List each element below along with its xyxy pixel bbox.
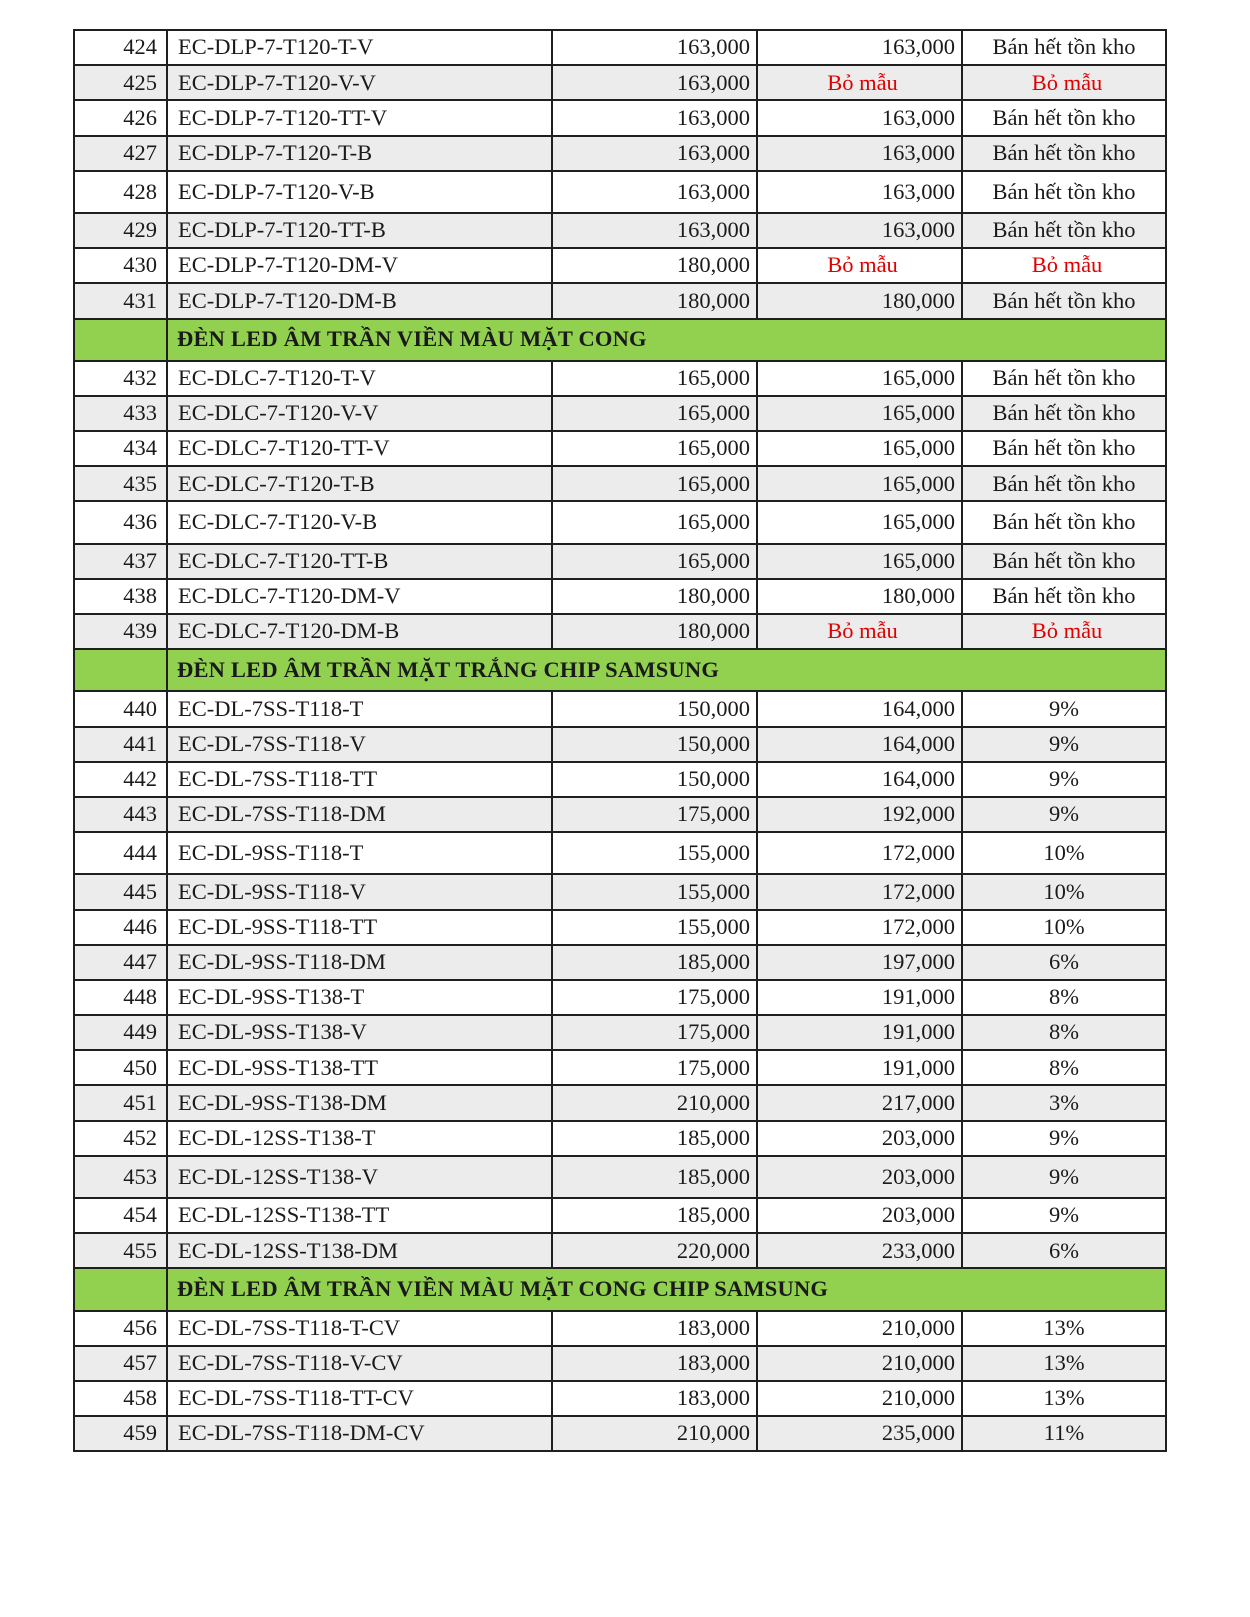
table-row — [74, 1050, 1166, 1085]
note-cell: Bán hết tồn kho — [962, 466, 1166, 501]
price-list-table — [73, 29, 1167, 1452]
product-code-cell: EC-DL-7SS-T118-TT-CV — [167, 1381, 552, 1416]
price-new-cell: 192,000 — [757, 797, 962, 832]
table-row — [74, 614, 1166, 649]
row-number-cell: 426 — [74, 100, 167, 135]
product-code-cell: EC-DL-9SS-T138-T — [167, 980, 552, 1015]
product-code-cell: EC-DL-7SS-T118-T — [167, 691, 552, 726]
row-number-cell: 447 — [74, 945, 167, 980]
price-new-cell: 164,000 — [757, 727, 962, 762]
row-number-cell: 451 — [74, 1085, 167, 1120]
note-cell: 8% — [962, 1015, 1166, 1050]
table-row — [74, 1311, 1166, 1346]
price-new-cell: 203,000 — [757, 1156, 962, 1198]
price-new-cell: 172,000 — [757, 832, 962, 874]
price-old-cell: 165,000 — [552, 431, 757, 466]
row-number-cell: 454 — [74, 1198, 167, 1233]
price-new-cell: 191,000 — [757, 1015, 962, 1050]
section-header-row — [74, 649, 1166, 691]
price-old-cell: 210,000 — [552, 1085, 757, 1120]
section-title: ĐÈN LED ÂM TRẦN VIỀN MÀU MẶT CONG — [167, 319, 1166, 361]
product-code-cell: EC-DL-7SS-T118-V-CV — [167, 1346, 552, 1381]
note-cell: Bán hết tồn kho — [962, 579, 1166, 614]
product-code-cell: EC-DLP-7-T120-DM-V — [167, 248, 552, 283]
table-row — [74, 396, 1166, 431]
price-old-cell: 155,000 — [552, 832, 757, 874]
price-new-cell: 164,000 — [757, 691, 962, 726]
table-row — [74, 248, 1166, 283]
note-cell: 3% — [962, 1085, 1166, 1120]
table-row — [74, 762, 1166, 797]
product-code-cell: EC-DLC-7-T120-V-B — [167, 501, 552, 543]
table-row — [74, 874, 1166, 909]
note-cell: 9% — [962, 762, 1166, 797]
price-old-cell: 183,000 — [552, 1311, 757, 1346]
note-cell: Bán hết tồn kho — [962, 396, 1166, 431]
note-cell: Bán hết tồn kho — [962, 213, 1166, 248]
note-cell: Bán hết tồn kho — [962, 431, 1166, 466]
price-new-cell: 210,000 — [757, 1381, 962, 1416]
product-code-cell: EC-DLC-7-T120-DM-B — [167, 614, 552, 649]
price-old-cell: 180,000 — [552, 248, 757, 283]
note-cell: 13% — [962, 1311, 1166, 1346]
table-row — [74, 361, 1166, 396]
note-cell: Bán hết tồn kho — [962, 171, 1166, 213]
product-code-cell: EC-DL-9SS-T118-TT — [167, 910, 552, 945]
product-code-cell: EC-DL-9SS-T118-V — [167, 874, 552, 909]
price-old-cell: 210,000 — [552, 1416, 757, 1451]
table-row — [74, 544, 1166, 579]
product-code-cell: EC-DLC-7-T120-TT-V — [167, 431, 552, 466]
table-row — [74, 1198, 1166, 1233]
note-cell: 9% — [962, 797, 1166, 832]
price-new-cell: 163,000 — [757, 136, 962, 171]
price-new-cell: 210,000 — [757, 1311, 962, 1346]
row-number-cell: 440 — [74, 691, 167, 726]
price-old-cell: 175,000 — [552, 1015, 757, 1050]
row-number-cell: 435 — [74, 466, 167, 501]
product-code-cell: EC-DL-9SS-T118-DM — [167, 945, 552, 980]
price-old-cell: 180,000 — [552, 614, 757, 649]
row-number-cell: 437 — [74, 544, 167, 579]
row-number-cell: 448 — [74, 980, 167, 1015]
row-number-cell: 453 — [74, 1156, 167, 1198]
row-number-cell: 449 — [74, 1015, 167, 1050]
product-code-cell: EC-DL-7SS-T118-T-CV — [167, 1311, 552, 1346]
price-old-cell: 150,000 — [552, 727, 757, 762]
table-row — [74, 213, 1166, 248]
price-old-cell: 165,000 — [552, 544, 757, 579]
price-new-cell: 164,000 — [757, 762, 962, 797]
product-code-cell: EC-DLC-7-T120-V-V — [167, 396, 552, 431]
price-new-cell: 165,000 — [757, 501, 962, 543]
note-cell: Bán hết tồn kho — [962, 30, 1166, 65]
row-number-cell: 452 — [74, 1121, 167, 1156]
price-old-cell: 163,000 — [552, 171, 757, 213]
price-new-cell: 163,000 — [757, 100, 962, 135]
table-row — [74, 466, 1166, 501]
price-new-cell: Bỏ mẫu — [757, 248, 962, 283]
price-new-cell: 210,000 — [757, 1346, 962, 1381]
table-row — [74, 171, 1166, 213]
row-number-cell: 427 — [74, 136, 167, 171]
price-old-cell: 185,000 — [552, 1156, 757, 1198]
product-code-cell: EC-DLP-7-T120-TT-B — [167, 213, 552, 248]
price-old-cell: 155,000 — [552, 910, 757, 945]
table-row — [74, 945, 1166, 980]
row-number-cell: 450 — [74, 1050, 167, 1085]
price-old-cell: 163,000 — [552, 65, 757, 100]
row-number-cell: 441 — [74, 727, 167, 762]
note-cell: 13% — [962, 1381, 1166, 1416]
note-cell: Bán hết tồn kho — [962, 100, 1166, 135]
price-new-cell: 163,000 — [757, 213, 962, 248]
section-header-spacer — [74, 319, 167, 361]
note-cell: 9% — [962, 727, 1166, 762]
row-number-cell: 438 — [74, 579, 167, 614]
note-cell: Bán hết tồn kho — [962, 136, 1166, 171]
price-new-cell: 180,000 — [757, 283, 962, 318]
section-header-spacer — [74, 1268, 167, 1310]
product-code-cell: EC-DL-9SS-T138-DM — [167, 1085, 552, 1120]
table-row — [74, 727, 1166, 762]
row-number-cell: 446 — [74, 910, 167, 945]
product-code-cell: EC-DL-12SS-T138-DM — [167, 1233, 552, 1268]
note-cell: 9% — [962, 1198, 1166, 1233]
row-number-cell: 456 — [74, 1311, 167, 1346]
price-new-cell: Bỏ mẫu — [757, 65, 962, 100]
price-new-cell: 163,000 — [757, 171, 962, 213]
price-new-cell: 163,000 — [757, 30, 962, 65]
table-row — [74, 100, 1166, 135]
product-code-cell: EC-DL-9SS-T118-T — [167, 832, 552, 874]
row-number-cell: 459 — [74, 1416, 167, 1451]
note-cell: 9% — [962, 1121, 1166, 1156]
price-old-cell: 165,000 — [552, 396, 757, 431]
price-new-cell: 172,000 — [757, 874, 962, 909]
row-number-cell: 458 — [74, 1381, 167, 1416]
price-old-cell: 155,000 — [552, 874, 757, 909]
price-old-cell: 165,000 — [552, 501, 757, 543]
product-code-cell: EC-DLP-7-T120-DM-B — [167, 283, 552, 318]
price-old-cell: 150,000 — [552, 762, 757, 797]
price-old-cell: 163,000 — [552, 213, 757, 248]
row-number-cell: 442 — [74, 762, 167, 797]
row-number-cell: 444 — [74, 832, 167, 874]
price-old-cell: 185,000 — [552, 945, 757, 980]
price-new-cell: 197,000 — [757, 945, 962, 980]
price-new-cell: 233,000 — [757, 1233, 962, 1268]
price-old-cell: 150,000 — [552, 691, 757, 726]
row-number-cell: 428 — [74, 171, 167, 213]
note-cell: 9% — [962, 691, 1166, 726]
note-cell: 10% — [962, 832, 1166, 874]
price-new-cell: 180,000 — [757, 579, 962, 614]
price-new-cell: 217,000 — [757, 1085, 962, 1120]
product-code-cell: EC-DLP-7-T120-V-V — [167, 65, 552, 100]
table-row — [74, 1015, 1166, 1050]
note-cell: 9% — [962, 1156, 1166, 1198]
product-code-cell: EC-DLP-7-T120-T-B — [167, 136, 552, 171]
table-row — [74, 1085, 1166, 1120]
row-number-cell: 439 — [74, 614, 167, 649]
table-row — [74, 65, 1166, 100]
price-new-cell: 191,000 — [757, 980, 962, 1015]
price-old-cell: 163,000 — [552, 136, 757, 171]
price-new-cell: 165,000 — [757, 544, 962, 579]
price-old-cell: 165,000 — [552, 466, 757, 501]
product-code-cell: EC-DL-7SS-T118-DM-CV — [167, 1416, 552, 1451]
price-old-cell: 163,000 — [552, 30, 757, 65]
product-code-cell: EC-DLP-7-T120-TT-V — [167, 100, 552, 135]
table-row — [74, 30, 1166, 65]
table-row — [74, 691, 1166, 726]
product-code-cell: EC-DL-7SS-T118-TT — [167, 762, 552, 797]
product-code-cell: EC-DLP-7-T120-T-V — [167, 30, 552, 65]
product-code-cell: EC-DLC-7-T120-T-B — [167, 466, 552, 501]
table-row — [74, 1346, 1166, 1381]
price-old-cell: 183,000 — [552, 1346, 757, 1381]
price-list-body — [74, 30, 1166, 1451]
row-number-cell: 432 — [74, 361, 167, 396]
table-row — [74, 797, 1166, 832]
price-old-cell: 185,000 — [552, 1121, 757, 1156]
price-new-cell: 203,000 — [757, 1121, 962, 1156]
price-old-cell: 185,000 — [552, 1198, 757, 1233]
section-header-spacer — [74, 649, 167, 691]
note-cell: Bán hết tồn kho — [962, 501, 1166, 543]
table-row — [74, 579, 1166, 614]
table-row — [74, 136, 1166, 171]
note-cell: 11% — [962, 1416, 1166, 1451]
table-row — [74, 431, 1166, 466]
price-new-cell: 165,000 — [757, 396, 962, 431]
price-old-cell: 165,000 — [552, 361, 757, 396]
price-new-cell: 165,000 — [757, 361, 962, 396]
product-code-cell: EC-DL-7SS-T118-V — [167, 727, 552, 762]
price-old-cell: 175,000 — [552, 1050, 757, 1085]
price-new-cell: 172,000 — [757, 910, 962, 945]
price-new-cell: 165,000 — [757, 466, 962, 501]
product-code-cell: EC-DL-12SS-T138-T — [167, 1121, 552, 1156]
note-cell: 13% — [962, 1346, 1166, 1381]
price-old-cell: 163,000 — [552, 100, 757, 135]
product-code-cell: EC-DL-12SS-T138-V — [167, 1156, 552, 1198]
product-code-cell: EC-DLC-7-T120-TT-B — [167, 544, 552, 579]
row-number-cell: 425 — [74, 65, 167, 100]
row-number-cell: 430 — [74, 248, 167, 283]
note-cell: 10% — [962, 910, 1166, 945]
price-new-cell: 165,000 — [757, 431, 962, 466]
row-number-cell: 443 — [74, 797, 167, 832]
table-row — [74, 1416, 1166, 1451]
price-old-cell: 220,000 — [552, 1233, 757, 1268]
price-old-cell: 183,000 — [552, 1381, 757, 1416]
table-row — [74, 1121, 1166, 1156]
row-number-cell: 433 — [74, 396, 167, 431]
note-cell: 8% — [962, 1050, 1166, 1085]
row-number-cell: 436 — [74, 501, 167, 543]
row-number-cell: 445 — [74, 874, 167, 909]
note-cell: Bỏ mẫu — [962, 614, 1166, 649]
note-cell: Bỏ mẫu — [962, 65, 1166, 100]
price-new-cell: Bỏ mẫu — [757, 614, 962, 649]
table-row — [74, 1381, 1166, 1416]
table-row — [74, 910, 1166, 945]
note-cell: 8% — [962, 980, 1166, 1015]
price-new-cell: 191,000 — [757, 1050, 962, 1085]
product-code-cell: EC-DLP-7-T120-V-B — [167, 171, 552, 213]
section-title: ĐÈN LED ÂM TRẦN MẶT TRẮNG CHIP SAMSUNG — [167, 649, 1166, 691]
product-code-cell: EC-DL-7SS-T118-DM — [167, 797, 552, 832]
table-row — [74, 980, 1166, 1015]
table-row — [74, 501, 1166, 543]
price-new-cell: 203,000 — [757, 1198, 962, 1233]
price-old-cell: 180,000 — [552, 579, 757, 614]
product-code-cell: EC-DLC-7-T120-DM-V — [167, 579, 552, 614]
row-number-cell: 455 — [74, 1233, 167, 1268]
table-row — [74, 832, 1166, 874]
note-cell: Bán hết tồn kho — [962, 283, 1166, 318]
row-number-cell: 431 — [74, 283, 167, 318]
row-number-cell: 429 — [74, 213, 167, 248]
table-row — [74, 1156, 1166, 1198]
price-new-cell: 235,000 — [757, 1416, 962, 1451]
price-old-cell: 175,000 — [552, 980, 757, 1015]
row-number-cell: 457 — [74, 1346, 167, 1381]
note-cell: 6% — [962, 945, 1166, 980]
product-code-cell: EC-DL-12SS-T138-TT — [167, 1198, 552, 1233]
price-old-cell: 180,000 — [552, 283, 757, 318]
product-code-cell: EC-DL-9SS-T138-V — [167, 1015, 552, 1050]
note-cell: 6% — [962, 1233, 1166, 1268]
section-title: ĐÈN LED ÂM TRẦN VIỀN MÀU MẶT CONG CHIP SAMSUNG — [167, 1268, 1166, 1310]
note-cell: 10% — [962, 874, 1166, 909]
price-old-cell: 175,000 — [552, 797, 757, 832]
section-header-row — [74, 319, 1166, 361]
row-number-cell: 434 — [74, 431, 167, 466]
note-cell: Bán hết tồn kho — [962, 544, 1166, 579]
section-header-row — [74, 1268, 1166, 1310]
table-row — [74, 1233, 1166, 1268]
row-number-cell: 424 — [74, 30, 167, 65]
product-code-cell: EC-DLC-7-T120-T-V — [167, 361, 552, 396]
note-cell: Bán hết tồn kho — [962, 361, 1166, 396]
note-cell: Bỏ mẫu — [962, 248, 1166, 283]
table-row — [74, 283, 1166, 318]
product-code-cell: EC-DL-9SS-T138-TT — [167, 1050, 552, 1085]
